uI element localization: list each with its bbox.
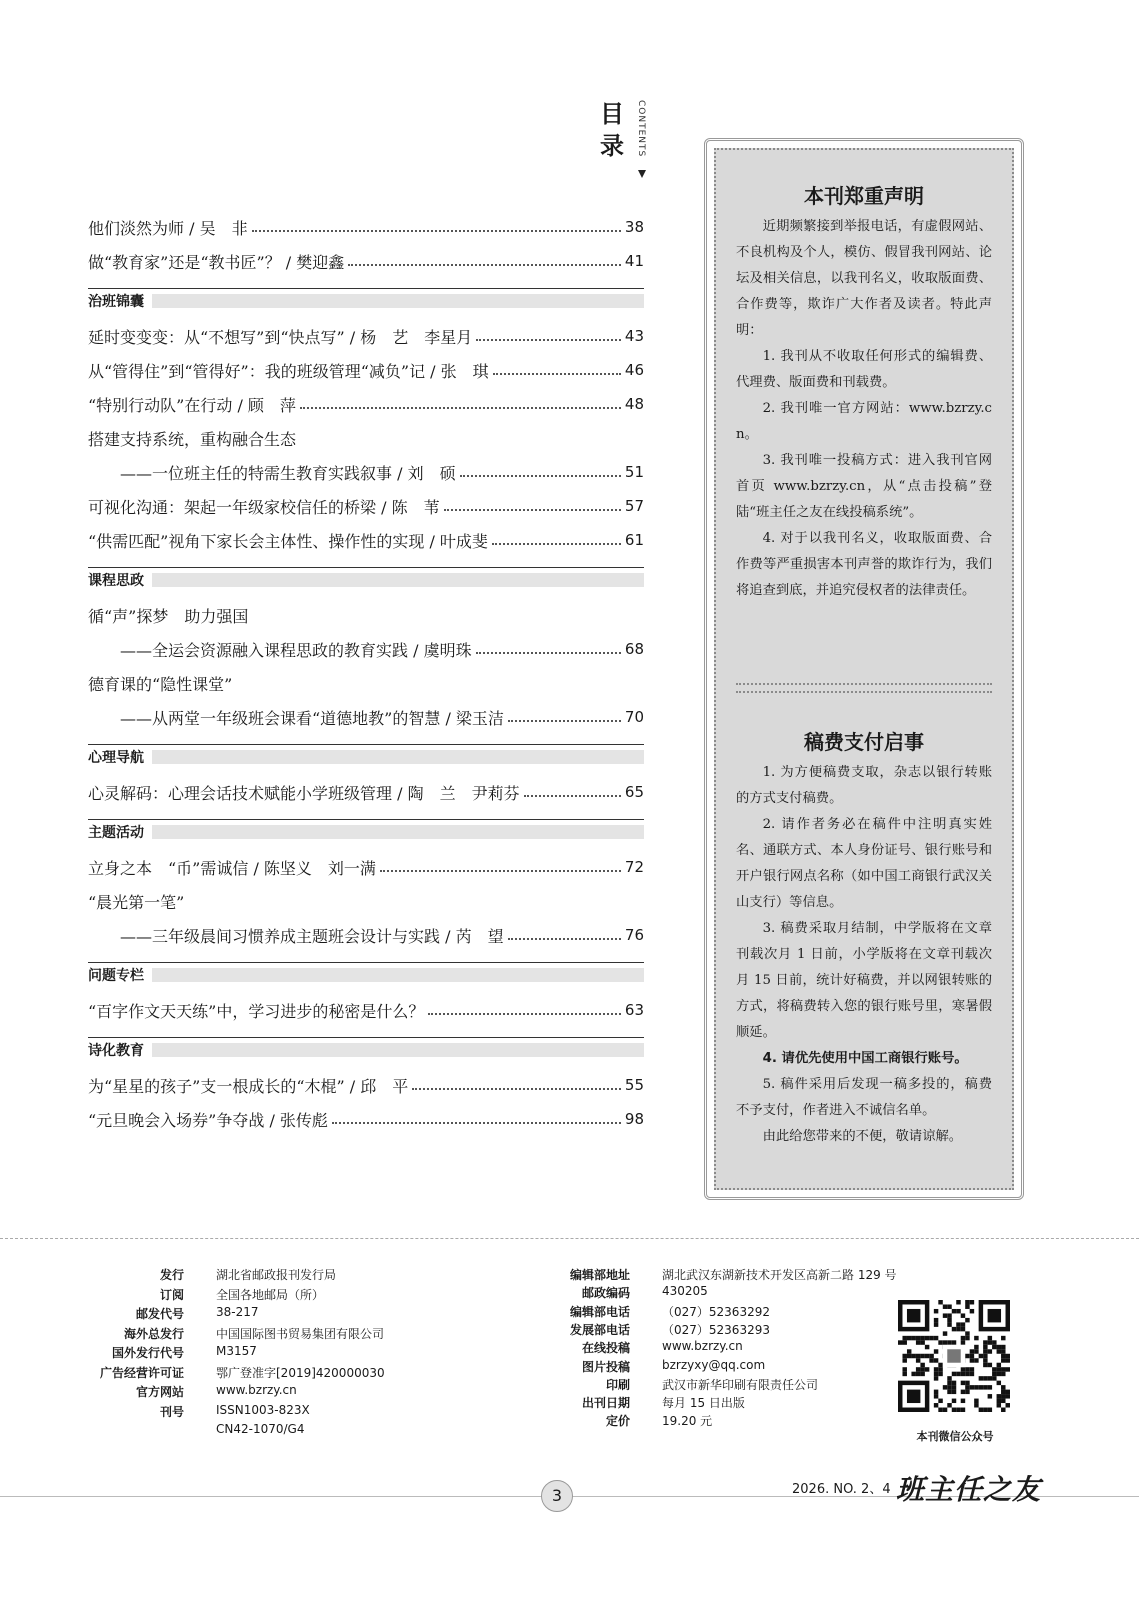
section-bar xyxy=(152,750,644,764)
toc-entry xyxy=(88,1068,644,1102)
pub-value: 每月 15 日出版 xyxy=(662,1396,745,1411)
pub-label: 发行 xyxy=(159,1268,184,1282)
table-of-contents xyxy=(88,210,644,1136)
leader-dots xyxy=(300,407,621,409)
toc-title-char: 录 xyxy=(600,131,624,160)
pub-value: M3157 xyxy=(216,1344,257,1358)
toc-entry xyxy=(88,700,644,734)
pub-value: 鄂广登准字[2019]420000030 xyxy=(216,1365,385,1380)
toc-article-title xyxy=(88,884,644,918)
toc-entry xyxy=(88,244,644,278)
notice-paragraph: 1. 为方便稿费支取，杂志以银行转账的方式支付稿费。 xyxy=(736,765,992,806)
toc-entry-text: 立身之本 “币”需诚信 / 陈坚义 刘一满 xyxy=(88,858,376,878)
pub-label: 编辑部电话 xyxy=(569,1304,630,1319)
leader-dots xyxy=(492,543,621,545)
section-bar xyxy=(152,968,644,982)
pub-value: ISSN1003-823X xyxy=(216,1402,310,1417)
toc-entry-text: 他们淡然为师 / 吴 非 xyxy=(88,218,248,238)
toc-entry xyxy=(88,775,644,809)
toc-article-title xyxy=(88,666,644,700)
notice-paragraph: 2. 我刊唯一官方网站：www.bzrzy.cn。 xyxy=(736,401,992,442)
section-header xyxy=(88,819,644,844)
pub-label: 官方网站 xyxy=(135,1385,184,1399)
toc-entry-text: “晨光第一笔” xyxy=(88,892,185,912)
page-number: 3 xyxy=(541,1480,573,1512)
pub-label: 出刊日期 xyxy=(581,1396,630,1411)
toc-entry xyxy=(88,353,644,387)
leader-dots xyxy=(493,373,621,375)
toc-page-number: 70 xyxy=(624,708,644,726)
toc-article-title xyxy=(88,421,644,455)
pub-value: （027）52363292 xyxy=(662,1304,770,1319)
toc-page-number: 48 xyxy=(624,395,644,413)
section-bar xyxy=(152,1043,644,1057)
notice-paragraph: 3. 稿费采取月结制，中学版将在文章刊载次月 1 日前，小学版将在文章刊载次月 15 日前，统计好稿费，并以网银转账的方式，将稿费转入您的银行账号里，寒暑假顺延。 xyxy=(736,921,992,1040)
toc-entry-text: ——从两堂一年级班会课看“道德地教”的智慧 / 梁玉洁 xyxy=(120,708,504,728)
section-label: 问题专栏 xyxy=(88,965,152,985)
toc-entry xyxy=(88,523,644,557)
section-bar xyxy=(152,825,644,839)
toc-entry xyxy=(88,632,644,666)
pub-value: 武汉市新华印刷有限责任公司 xyxy=(662,1377,819,1392)
arrow-down-icon xyxy=(638,170,646,178)
pub-value: 湖北武汉东湖新技术开发区高新二路 129 号 xyxy=(662,1268,897,1282)
leader-dots xyxy=(252,230,621,232)
toc-entry-text: 德育课的“隐性课堂” xyxy=(88,674,233,694)
royalty-notice-title: 稿费支付启事 xyxy=(804,730,924,754)
toc-entry xyxy=(88,1102,644,1136)
notice-paragraph: 3. 我刊唯一投稿方式：进入我刊官网首页 www.bzrzy.cn，从“点击投稿”登陆“班主任之友在线投稿系统”。 xyxy=(736,453,992,520)
section-label: 诗化教育 xyxy=(88,1040,152,1060)
pub-value: 38-217 xyxy=(216,1305,259,1319)
pub-value: 19.20 元 xyxy=(662,1414,713,1429)
toc-entry xyxy=(88,918,644,952)
notice-paragraph: 由此给您带来的不便，敬请谅解。 xyxy=(762,1129,963,1144)
section-bar xyxy=(152,294,644,308)
notice-paragraph: 4. 请优先使用中国工商银行账号。 xyxy=(762,1051,968,1066)
leader-dots xyxy=(412,1088,621,1090)
section-header xyxy=(88,567,644,592)
pub-label: 定价 xyxy=(605,1414,630,1429)
notice-paragraph: 1. 我刊从不收取任何形式的编辑费、代理费、版面费和刊载费。 xyxy=(736,349,992,390)
pub-label: 在线投稿 xyxy=(581,1341,630,1356)
pub-label: 国外发行代号 xyxy=(111,1346,184,1360)
toc-page-number: 98 xyxy=(624,1110,644,1128)
toc-page-number: 61 xyxy=(624,531,644,549)
toc-entry-text: 做“教育家”还是“教书匠”？ / 樊迎鑫 xyxy=(88,252,345,272)
section-header xyxy=(88,288,644,313)
pub-label: 刊号 xyxy=(159,1404,184,1419)
toc-entry-text: 搭建支持系统，重构融合生态 xyxy=(88,429,297,449)
toc-entry-text: ——三年级晨间习惯养成主题班会设计与实践 / 芮 望 xyxy=(120,926,504,946)
pub-label: 海外总发行 xyxy=(123,1326,184,1341)
section-header xyxy=(88,744,644,769)
leader-dots xyxy=(332,1122,621,1124)
pub-label: 图片投稿 xyxy=(581,1359,630,1374)
contents-label: CONTENTS xyxy=(636,100,646,158)
toc-page-number: 72 xyxy=(624,858,644,876)
toc-entry xyxy=(88,387,644,421)
leader-dots xyxy=(524,795,621,797)
section-header xyxy=(88,962,644,987)
toc-entry-text: 循“声”探梦 助力强国 xyxy=(88,606,249,626)
toc-page-number: 46 xyxy=(624,361,644,379)
pub-label: 订阅 xyxy=(159,1287,184,1302)
pub-value: www.bzrzy.cn xyxy=(662,1339,743,1354)
notice-body xyxy=(736,214,992,604)
toc-page-number: 55 xyxy=(624,1076,644,1094)
toc-entry-text: 心灵解码：心理会话技术赋能小学班级管理 / 陶 兰 尹莉芬 xyxy=(88,783,520,803)
toc-entry xyxy=(88,210,644,244)
royalty-notice-body xyxy=(736,760,992,1150)
section-label: 心理导航 xyxy=(88,747,152,767)
pub-label: 邮政编码 xyxy=(581,1286,630,1301)
toc-entry-text: 延时变变变：从“不想写”到“快点写” / 杨 艺 李星月 xyxy=(88,327,473,347)
leader-dots xyxy=(380,870,621,872)
toc-entry-text: ——一位班主任的特需生教育实践叙事 / 刘 硕 xyxy=(120,463,456,483)
notice-paragraph: 4. 对于以我刊名义，收取版面费、合作费等严重损害本刊声誉的欺诈行为，我们将追查到底，并追究侵权者的法律责任。 xyxy=(736,531,992,598)
notice-paragraph: 近期频繁接到举报电话，有虚假网站、不良机构及个人，模仿、假冒我刊网站、论坛及相关信息，以我刊名义，收取版面费、合作费等，欺诈广大作者及读者。特此声明： xyxy=(736,219,992,338)
dashed-divider xyxy=(0,1238,1139,1239)
leader-dots xyxy=(444,509,621,511)
leader-dots xyxy=(508,720,621,722)
toc-entry-text: “特别行动队”在行动 / 顾 萍 xyxy=(88,395,296,415)
wave-divider xyxy=(736,683,992,693)
pub-value: 全国各地邮局（所） xyxy=(216,1287,325,1302)
notice-title: 本刊郑重声明 xyxy=(804,184,924,208)
section-header xyxy=(88,1037,644,1062)
toc-page-number: 51 xyxy=(624,463,644,481)
toc-entry xyxy=(88,319,644,353)
toc-entry-text: “元旦晚会入场券”争夺战 / 张传彪 xyxy=(88,1110,328,1130)
toc-entry xyxy=(88,993,644,1027)
toc-article-title xyxy=(88,598,644,632)
toc-title-char: 目 xyxy=(600,99,624,128)
toc-page-number: 57 xyxy=(624,497,644,515)
toc-entry-text: 可视化沟通：架起一年级家校信任的桥梁 / 陈 苇 xyxy=(88,497,440,517)
leader-dots xyxy=(508,938,621,940)
magazine-logo: 班主任之友 xyxy=(896,1473,1042,1506)
pub-value: CN42-1070/G4 xyxy=(216,1422,305,1436)
toc-page-number: 68 xyxy=(624,640,644,658)
pub-label: 发展部电话 xyxy=(569,1322,630,1337)
notice-paragraph: 2. 请作者务必在稿件中注明真实姓名、通联方式、本人身份证号、银行账号和开户银行网点名称（如中国工商银行武汉关山支行）等信息。 xyxy=(736,817,992,910)
toc-page-number: 63 xyxy=(624,1001,644,1019)
toc-entry xyxy=(88,455,644,489)
section-label: 主题活动 xyxy=(88,822,152,842)
section-label: 治班锦囊 xyxy=(88,291,152,311)
qr-caption: 本刊微信公众号 xyxy=(916,1430,994,1443)
toc-entry-text: 为“星星的孩子”支一根成长的“木棍” / 邱 平 xyxy=(88,1076,409,1096)
toc-entry-text: “供需匹配”视角下家长会主体性、操作性的实现 / 叶成斐 xyxy=(88,531,488,551)
toc-page-number: 38 xyxy=(624,218,644,236)
toc-page-number: 43 xyxy=(624,327,644,345)
section-label: 课程思政 xyxy=(88,570,152,590)
toc-title xyxy=(600,98,632,162)
pub-value: bzrzyxy@qq.com xyxy=(662,1357,766,1372)
toc-page-number: 76 xyxy=(624,926,644,944)
pub-value: （027）52363293 xyxy=(662,1322,770,1337)
toc-page-number: 65 xyxy=(624,783,644,801)
notice-paragraph: 5. 稿件采用后发现一稿多投的，稿费不予支付，作者进入不诚信名单。 xyxy=(736,1077,992,1118)
pub-value: www.bzrzy.cn xyxy=(216,1383,297,1397)
leader-dots xyxy=(428,1013,621,1015)
section-bar xyxy=(152,573,644,587)
toc-entry-text: ——全运会资源融入课程思政的教育实践 / 虞明珠 xyxy=(120,640,472,660)
pub-label: 编辑部地址 xyxy=(569,1268,630,1282)
leader-dots xyxy=(476,652,621,654)
issue-number: 2026. NO. 2、4 xyxy=(792,1482,891,1497)
pub-label: 邮发代号 xyxy=(135,1307,184,1321)
toc-page-number: 41 xyxy=(624,252,644,270)
pub-label: 印刷 xyxy=(605,1377,630,1392)
toc-entry-text: 从“管得住”到“管得好”：我的班级管理“减负”记 / 张 琪 xyxy=(88,361,489,381)
leader-dots xyxy=(348,264,621,266)
leader-dots xyxy=(476,339,621,341)
toc-entry xyxy=(88,850,644,884)
pub-label: 广告经营许可证 xyxy=(99,1365,184,1380)
pub-value: 430205 xyxy=(662,1284,708,1299)
toc-entry-text: “百字作文天天练”中，学习进步的秘密是什么？ xyxy=(88,1001,425,1021)
pub-value: 湖北省邮政报刊发行局 xyxy=(216,1268,337,1282)
toc-entry xyxy=(88,489,644,523)
leader-dots xyxy=(460,475,621,477)
pub-value: 中国国际图书贸易集团有限公司 xyxy=(216,1326,385,1341)
qr-code-icon xyxy=(898,1300,1010,1412)
